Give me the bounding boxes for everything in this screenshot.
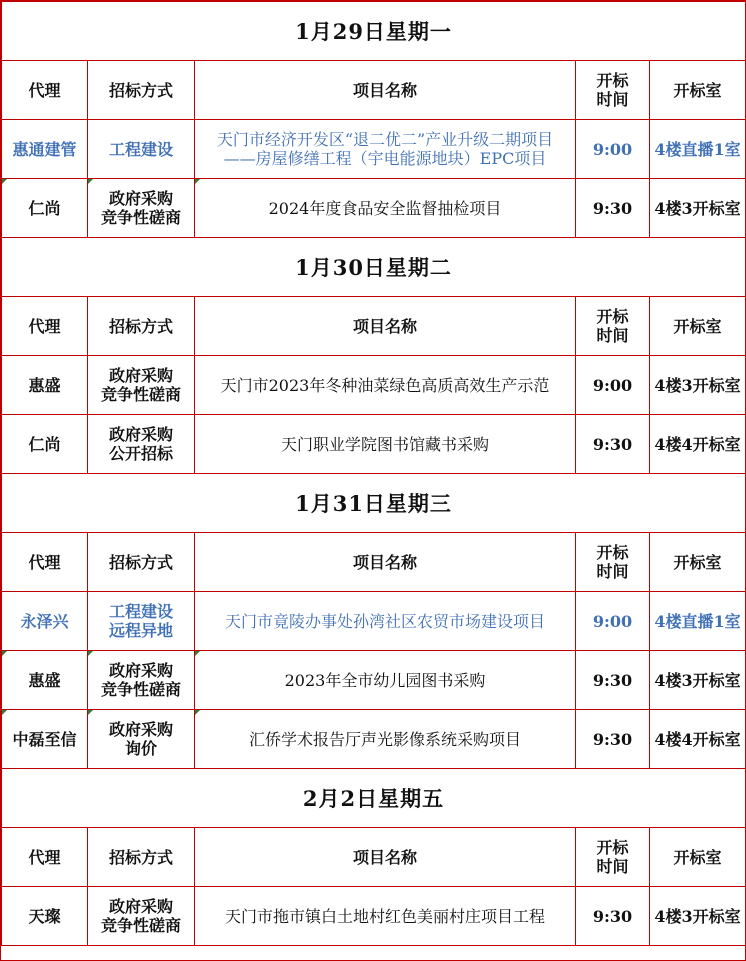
method-line: 公开招标: [108, 444, 173, 463]
method-line: 竞争性磋商: [100, 680, 181, 699]
room-cell: 4楼4开标室: [650, 710, 746, 769]
cell-marker-icon: [195, 651, 200, 656]
room-cell: 4楼3开标室: [650, 179, 746, 238]
header-room: 开标室: [650, 61, 746, 120]
day-title: 1月30日星期二: [2, 238, 746, 297]
agent-cell: 惠盛: [2, 651, 88, 710]
column-header-row: [2, 61, 746, 120]
cell-marker-icon: [2, 179, 7, 184]
header-time-line: 开标: [596, 543, 629, 562]
project-line: ——房屋修缮工程（宇电能源地块）EPC项目: [223, 149, 547, 168]
table-row: [2, 415, 746, 474]
column-header-row: [2, 297, 746, 356]
room-cell: 4楼直播1室: [650, 120, 746, 179]
table-row: [2, 592, 746, 651]
header-time-line: 开标: [596, 307, 629, 326]
cell-marker-icon: [88, 710, 93, 715]
header-agent: 代理: [2, 828, 88, 887]
method-cell: [88, 710, 195, 769]
header-method: 招标方式: [88, 61, 195, 120]
method-line: 工程建设: [108, 602, 173, 621]
agent-cell: 永泽兴: [2, 592, 88, 651]
header-project: 项目名称: [195, 828, 576, 887]
header-room: 开标室: [650, 828, 746, 887]
time-cell: 9:30: [576, 651, 650, 710]
project-line: 天门市经济开发区“退二优二”产业升级二期项目: [216, 130, 554, 149]
header-agent: 代理: [2, 297, 88, 356]
time-cell: 9:30: [576, 887, 650, 946]
day-title: 1月29日星期一: [2, 2, 746, 61]
header-time-line: 时间: [596, 562, 629, 581]
cell-marker-icon: [195, 710, 200, 715]
header-time-line: 时间: [596, 90, 629, 109]
header-agent: 代理: [2, 61, 88, 120]
day-header-row: [2, 238, 746, 297]
project-line: 2024年度食品安全监督抽检项目: [268, 198, 502, 218]
header-room: 开标室: [650, 533, 746, 592]
method-line: 工程建设: [108, 139, 173, 159]
room-cell: 4楼4开标室: [650, 415, 746, 474]
room-cell: 4楼直播1室: [650, 592, 746, 651]
time-cell: 9:30: [576, 710, 650, 769]
agent-cell: 惠通建管: [2, 120, 88, 179]
header-time-line: 开标: [596, 71, 629, 90]
method-line: 远程异地: [108, 621, 173, 640]
header-time: [576, 297, 650, 356]
project-cell: [195, 887, 576, 946]
header-time: [576, 61, 650, 120]
method-line: 竞争性磋商: [100, 385, 181, 404]
method-line: 政府采购: [108, 425, 173, 444]
agent-cell: 仁尚: [2, 179, 88, 238]
agent-cell: 仁尚: [2, 415, 88, 474]
cell-marker-icon: [88, 651, 93, 656]
table-row: [2, 120, 746, 179]
room-cell: 4楼3开标室: [650, 356, 746, 415]
method-line: 政府采购: [108, 661, 173, 680]
header-agent: 代理: [2, 533, 88, 592]
time-cell: 9:00: [576, 356, 650, 415]
table-row: [2, 887, 746, 946]
table-row: [2, 651, 746, 710]
header-project: 项目名称: [195, 61, 576, 120]
project-line: 天门市拖市镇白土地村红色美丽村庄项目工程: [224, 906, 545, 926]
column-header-row: [2, 533, 746, 592]
schedule-table: [1, 1, 746, 946]
schedule-body: [2, 2, 746, 946]
method-line: 竞争性磋商: [100, 916, 181, 935]
time-cell: 9:00: [576, 592, 650, 651]
day-title: 1月31日星期三: [2, 474, 746, 533]
method-line: 政府采购: [108, 720, 173, 739]
column-header-row: [2, 828, 746, 887]
method-line: 竞争性磋商: [100, 208, 181, 227]
method-cell: [88, 356, 195, 415]
method-line: 政府采购: [108, 897, 173, 916]
header-method: 招标方式: [88, 297, 195, 356]
day-header-row: [2, 2, 746, 61]
method-line: 询价: [124, 739, 157, 758]
method-cell: [88, 415, 195, 474]
header-method: 招标方式: [88, 828, 195, 887]
header-project: 项目名称: [195, 533, 576, 592]
agent-cell: 天璨: [2, 887, 88, 946]
project-line: 天门市竟陵办事处孙湾社区农贸市场建设项目: [224, 611, 545, 631]
header-time: [576, 533, 650, 592]
header-project: 项目名称: [195, 297, 576, 356]
day-title: 2月2日星期五: [2, 769, 746, 828]
project-cell: [195, 356, 576, 415]
header-time: [576, 828, 650, 887]
method-cell: [88, 120, 195, 179]
header-room: 开标室: [650, 297, 746, 356]
cell-marker-icon: [195, 179, 200, 184]
time-cell: 9:30: [576, 179, 650, 238]
project-cell: [195, 710, 576, 769]
header-method: 招标方式: [88, 533, 195, 592]
time-cell: 9:30: [576, 415, 650, 474]
room-cell: 4楼3开标室: [650, 651, 746, 710]
header-time-line: 时间: [596, 326, 629, 345]
table-row: [2, 356, 746, 415]
project-line: 天门市2023年冬种油菜绿色高质高效生产示范: [220, 375, 550, 395]
method-line: 政府采购: [108, 366, 173, 385]
room-cell: 4楼3开标室: [650, 887, 746, 946]
project-cell: [195, 179, 576, 238]
table-row: [2, 710, 746, 769]
cell-marker-icon: [2, 710, 7, 715]
cell-marker-icon: [2, 651, 7, 656]
project-cell: [195, 592, 576, 651]
project-line: 汇侨学术报告厅声光影像系统采购项目: [248, 729, 521, 749]
agent-cell: 中磊至信: [2, 710, 88, 769]
method-cell: [88, 651, 195, 710]
method-cell: [88, 179, 195, 238]
cell-marker-icon: [88, 179, 93, 184]
header-time-line: 开标: [596, 838, 629, 857]
day-header-row: [2, 769, 746, 828]
method-cell: [88, 592, 195, 651]
method-cell: [88, 887, 195, 946]
header-time-line: 时间: [596, 857, 629, 876]
time-cell: 9:00: [576, 120, 650, 179]
project-cell: [195, 415, 576, 474]
method-line: 政府采购: [108, 189, 173, 208]
project-line: 天门职业学院图书馆藏书采购: [280, 434, 489, 454]
day-header-row: [2, 474, 746, 533]
project-cell: [195, 120, 576, 179]
project-line: 2023年全市幼儿园图书采购: [284, 670, 486, 690]
agent-cell: 惠盛: [2, 356, 88, 415]
table-row: [2, 179, 746, 238]
project-cell: [195, 651, 576, 710]
